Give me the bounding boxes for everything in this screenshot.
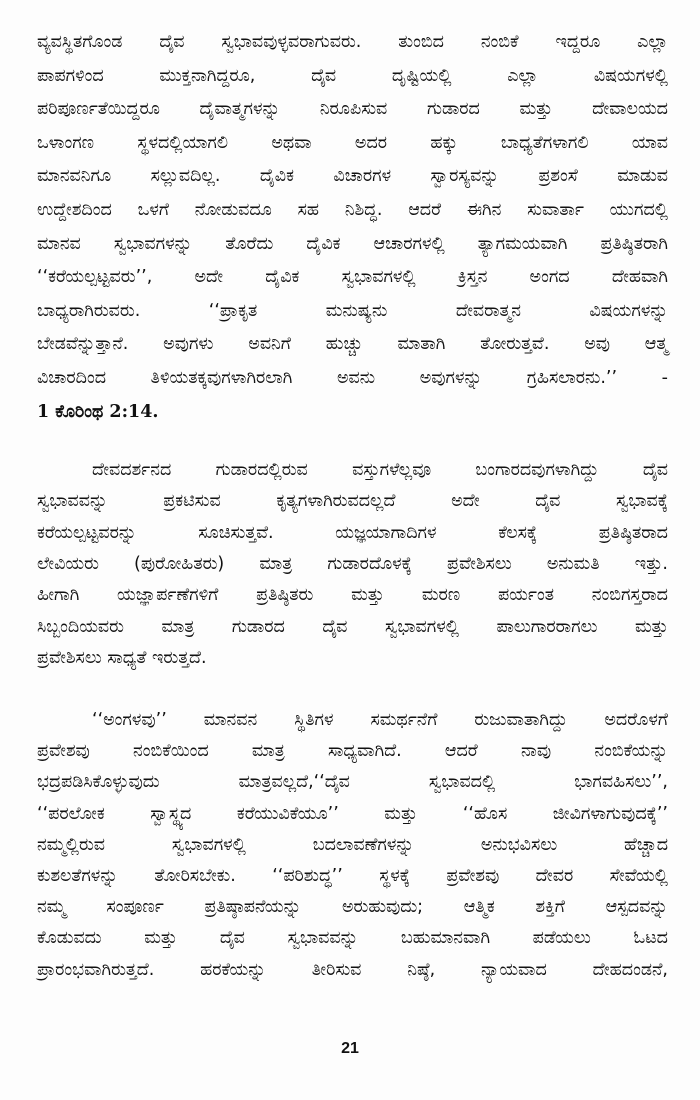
text-line: ಕುಶಲತೆಗಳನ್ನು ತೋರಿಸಬೇಕು. ‘‘ಪರಿಶುದ್ಧ’’ ಸ್ಥಳಕ್ಕೆ ಪ್ರವೇಶವು ದೇವರ ಸೇವೆಯಲ್ಲಿ [37, 866, 668, 886]
text-line: ಪ್ರಾರಂಭವಾಗಿರುತ್ತದೆ. ಹರಕೆಯನ್ನು ತೀರಿಸುವ ನಿಷ್ಠೆ, ನ್ಯಾಯವಾದ ದೇಹದಂಡನೆ, [37, 959, 668, 980]
text-line: ಕೊಡುವದು ಮತ್ತು ದೈವ ಸ್ವಭಾವವನ್ನು ಬಹುಮಾನವಾಗಿ ಪಡೆಯಲು ಓಟದ [37, 928, 668, 949]
text-line: ಮಾನವನಿಗೂ ಸಲ್ಲುವದಿಲ್ಲ. ದೈವಿಕ ವಿಚಾರಗಳ ಸ್ವಾರಸ್ಯವನ್ನು ಪ್ರಶಂಸೆ ಮಾಡುವ [37, 166, 668, 187]
text-line: ವ್ಯವಸ್ಥಿತಗೊಂಡ ದೈವ ಸ್ವಭಾವವುಳ್ಳವರಾಗುವರು. ತುಂಬಿದ ನಂಬಿಕೆ ಇದ್ದರೂ ಎಲ್ಲಾ [37, 32, 668, 52]
text-line: ಹೀಗಾಗಿ ಯಜ್ಞಾರ್ಪಣೆಗಳಿಗೆ ಪ್ರತಿಷ್ಠಿತರು ಮತ್ತು ಮರಣ ಪರ್ಯಂತ ನಂಬಿಗಸ್ತರಾದ [37, 585, 668, 606]
text-line: ಉದ್ದೇಶದಿಂದ ಒಳಗೆ ನೋಡುವದೂ ಸಹ ನಿಶಿದ್ಧ. ಆದರೆ ಈಗಿನ ಸುವಾರ್ತಾ ಯುಗದಲ್ಲಿ [37, 200, 668, 220]
text-line: ಸಿಬ್ಬಂದಿಯವರು ಮಾತ್ರ ಗುಡಾರದ ದೈವ ಸ್ವಭಾವಗಳಲ್ಲಿ ಪಾಲುಗಾರರಾಗಲು ಮತ್ತು [37, 616, 668, 637]
text-line: ನಮ್ಮ ಸಂಪೂರ್ಣ ಪ್ರತಿಷ್ಠಾಪನೆಯನ್ನು ಅರುಹುವುದು; ಆತ್ಮಿಕ ಶಕ್ತಿಗೆ ಆಸ್ಪದವನ್ನು [37, 897, 668, 918]
text-line: ಲೇವಿಯರು (ಪುರೋಹಿತರು) ಮಾತ್ರ ಗುಡಾರದೊಳಕ್ಕೆ ಪ್ರವೇಶಿಸಲು ಅನುಮತಿ ಇತ್ತು. [37, 553, 668, 574]
text-line: ‘‘ಕರೆಯಲ್ಪಟ್ಟವರು’’, ಅದೇ ದೈವಿಕ ಸ್ವಭಾವಗಳಲ್ಲಿ ಕ್ರಿಸ್ತನ ಅಂಗದ ದೇಹವಾಗಿ [37, 267, 668, 288]
scripture-reference: 1 ಕೊರಿಂಥ 2:14. [37, 401, 159, 422]
text-line: ಒಳಾಂಗಣ ಸ್ಥಳದಲ್ಲಿಯಾಗಲಿ ಅಥವಾ ಅದರ ಹಕ್ಕು ಬಾಧ್ಯತೆಗಳಾಗಲಿ ಯಾವ [37, 132, 668, 153]
text-line: ಪ್ರವೇಶಿಸಲು ಸಾಧ್ಯತೆ ಇರುತ್ತದೆ. [37, 647, 207, 668]
text-line: ಪ್ರವೇಶವು ನಂಬಿಕೆಯಿಂದ ಮಾತ್ರ ಸಾಧ್ಯವಾಗಿದೆ. ಆದರೆ ನಾವು ನಂಬಿಕೆಯನ್ನು [37, 741, 668, 762]
text-line: ‘‘ಅಂಗಳವು’’ ಮಾನವನ ಸ್ಥಿತಿಗಳ ಸಮರ್ಥನೆಗೆ ರುಜುವಾತಾಗಿದ್ದು ಅದರೊಳಗೆ [92, 710, 668, 730]
text-line: ದೇವದರ್ಶನದ ಗುಡಾರದಲ್ಲಿರುವ ವಸ್ತುಗಳೆಲ್ಲವೂ ಬಂಗಾರದವುಗಳಾಗಿದ್ದು ದೈವ [92, 460, 668, 480]
text-line: ಪಾಪಗಳಿಂದ ಮುಕ್ತನಾಗಿದ್ದರೂ, ದೈವ ದೃಷ್ಟಿಯಲ್ಲಿ ಎಲ್ಲಾ ವಿಷಯಗಳಲ್ಲಿ [37, 65, 668, 86]
text-line: ಬಾಧ್ಯರಾಗಿರುವರು. ‘‘ಪ್ರಾಕೃತ ಮನುಷ್ಯನು ದೇವರಾತ್ಮನ ವಿಷಯಗಳನ್ನು [37, 300, 668, 321]
text-line: ಬೇಡವೆನ್ನುತ್ತಾನೆ. ಅವುಗಳು ಅವನಿಗೆ ಹುಚ್ಚು ಮಾತಾಗಿ ತೋರುತ್ತವೆ. ಅವು ಆತ್ಮ [37, 334, 668, 355]
text-line: ಮಾನವ ಸ್ವಭಾವಗಳನ್ನು ತೊರೆದು ದೈವಿಕ ಆಚಾರಗಳಲ್ಲಿ ತ್ಯಾಗಮಯವಾಗಿ ಪ್ರತಿಷ್ಠಿತರಾಗಿ [37, 233, 668, 254]
text-line: ಪರಿಪೂರ್ಣತೆಯಿದ್ದರೂ ದೈವಾತ್ಮಗಳನ್ನು ನಿರೂಪಿಸುವ ಗುಡಾರದ ಮತ್ತು ದೇವಾಲಯದ [37, 99, 668, 120]
text-line: ವಿಚಾರದಿಂದ ತಿಳಿಯತಕ್ಕವುಗಳಾಗಿರಲಾಗಿ ಅವನು ಅವುಗಳನ್ನು ಗ್ರಹಿಸಲಾರನು.’’ - [37, 368, 668, 388]
text-line: ‘‘ಪರಲೋಕ ಸ್ವಾಸ್ಥ್ಯದ ಕರೆಯುವಿಕೆಯೂ’’ ಮತ್ತು ‘‘ಹೊಸ ಜೀವಿಗಳಾಗುವುದಕ್ಕೆ’’ [37, 803, 668, 824]
page-number: 21 [341, 1040, 359, 1057]
text-line: ಭದ್ರಪಡಿಸಿಕೊಳ್ಳುವುದು ಮಾತ್ರವಲ್ಲದೆ,‘‘ದೈವ ಸ್ವಭಾವದಲ್ಲಿ ಭಾಗವಹಿಸಲು’’, [37, 772, 668, 793]
text-line: ಕರೆಯಲ್ಪಟ್ಟವರನ್ನು ಸೂಚಿಸುತ್ತವೆ. ಯಜ್ಞಯಾಗಾದಿಗಳ ಕೆಲಸಕ್ಕೆ ಪ್ರತಿಷ್ಠಿತರಾದ [37, 522, 668, 543]
text-line: ನಮ್ಮಲ್ಲಿರುವ ಸ್ವಭಾವಗಳಲ್ಲಿ ಬದಲಾವಣೆಗಳನ್ನು ಅನುಭವಿಸಲು ಹೆಚ್ಚಾದ [37, 834, 668, 855]
text-line: ಸ್ವಭಾವವನ್ನು ಪ್ರಕಟಿಸುವ ಕೃತ್ಯಗಳಾಗಿರುವದಲ್ಲದೆ ಅದೇ ದೈವ ಸ್ವಭಾವಕ್ಕೆ [37, 491, 668, 512]
